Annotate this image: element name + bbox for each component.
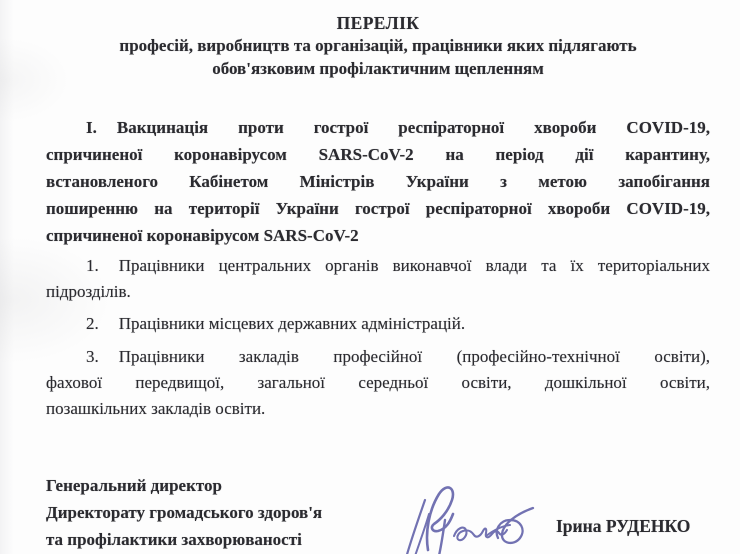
list-item-number: 3. bbox=[86, 347, 99, 366]
paragraph-line: поширенню на території України гострої респіраторної хвороби COVID-19, bbox=[46, 199, 710, 218]
paragraph-line: спричиненої коронавірусом SARS-CoV-2 bbox=[46, 226, 359, 245]
paragraph-line: встановленого Кабінетом Міністрів України з метою запобігання bbox=[46, 172, 710, 191]
document-subtitle-line: обов'язковим профілактичним щепленням bbox=[212, 59, 544, 78]
paragraph-text: Вакцинація проти гострої респіраторної хвороби COVID-19, bbox=[116, 118, 710, 137]
list-item bbox=[46, 311, 710, 337]
list-item-text: Працівники центральних органів виконавчої влади та їх територіальних bbox=[118, 256, 710, 275]
paragraph-line: спричиненої коронавірусом SARS-CoV-2 на період дії карантину, bbox=[46, 145, 710, 164]
signature-block bbox=[46, 472, 710, 554]
list-item bbox=[46, 344, 710, 422]
signer-position bbox=[46, 472, 710, 553]
signer-position-line: Директорату громадського здоров'я bbox=[46, 503, 323, 522]
list-item-text: Працівники закладів професійної (професійно-технічної освіти), bbox=[118, 347, 710, 366]
title-block bbox=[46, 12, 710, 80]
section-paragraph bbox=[46, 114, 710, 249]
list-item-text: Працівники місцевих державних адміністрацій. bbox=[118, 314, 466, 333]
document-subtitle-line: професій, виробництв та організацій, працівники яких підлягають bbox=[119, 36, 637, 55]
signer-position-line: Генеральний директор bbox=[46, 476, 222, 495]
paragraph-line bbox=[46, 114, 710, 141]
signature-icon bbox=[398, 478, 538, 554]
list-item-number: 2. bbox=[86, 314, 99, 333]
list-item-line: фахової передвищої, загальної середньої освіти, дошкільної освіти, bbox=[46, 373, 710, 392]
section-number: І. bbox=[86, 118, 97, 137]
list-item-line: позашкільних закладів освіти. bbox=[46, 399, 266, 418]
document-title: ПЕРЕЛІК bbox=[336, 13, 420, 33]
signer-name: Ірина РУДЕНКО bbox=[556, 516, 691, 536]
list-item-line bbox=[46, 344, 710, 370]
list-item-number: 1. bbox=[86, 256, 99, 275]
signer-position-line: та профілактики захворюваності bbox=[46, 530, 302, 549]
list-item bbox=[46, 253, 710, 305]
list-item-line: підрозділів. bbox=[46, 282, 131, 301]
list-item-line bbox=[46, 253, 710, 279]
list-item-line bbox=[46, 311, 710, 337]
